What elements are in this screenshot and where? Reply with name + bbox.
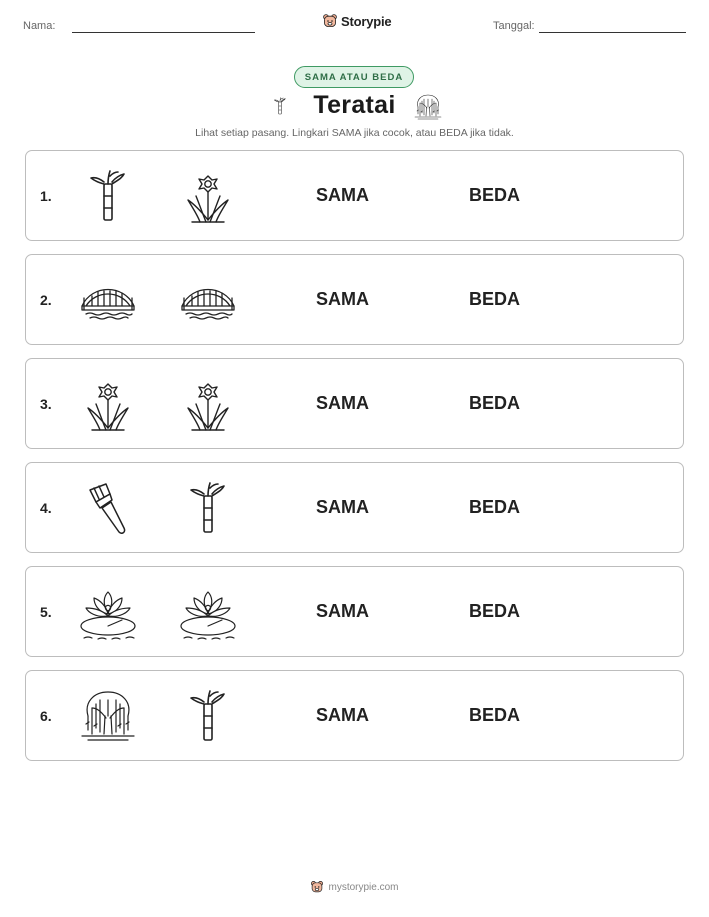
beda-option[interactable]: BEDA [469,497,521,517]
daffodil-icon [178,374,238,434]
beda-option[interactable]: BEDA [469,185,521,205]
name-field[interactable] [72,32,255,33]
sama-option[interactable]: SAMA [316,393,369,413]
bridge-icon [178,270,238,330]
daffodil-icon [178,166,238,226]
willow-tree-icon [413,92,443,122]
instructions: Lihat setiap pasang. Lingkari SAMA jika cocok, atau BEDA jika tidak. [195,127,514,139]
paintbrush-icon [78,478,138,538]
question-row-6 [25,670,684,761]
bamboo-icon [78,166,138,226]
question-number: 1. [40,188,52,204]
bear-icon [310,880,324,894]
footer-url[interactable]: mystorypie.com [328,881,399,893]
sama-option[interactable]: SAMA [316,705,369,725]
brand-name: Storypie [341,13,392,29]
question-number: 5. [40,604,52,620]
brand-logo [322,13,391,29]
question-row-2 [25,254,684,345]
date-label: Tanggal: [493,20,535,32]
lotus-icon [178,582,238,642]
sama-option[interactable]: SAMA [316,185,369,205]
bamboo-icon [178,686,238,746]
beda-option[interactable]: BEDA [469,393,521,413]
beda-option[interactable]: BEDA [469,289,521,309]
footer [0,880,709,894]
name-label: Nama: [23,20,56,32]
sama-option[interactable]: SAMA [316,289,369,309]
sama-option[interactable]: SAMA [316,601,369,621]
question-row-4 [25,462,684,553]
sama-option[interactable]: SAMA [316,497,369,517]
activity-badge: SAMA ATAU BEDA [294,66,414,88]
bear-icon [322,13,338,29]
daffodil-icon [78,374,138,434]
question-row-5 [25,566,684,657]
question-number: 6. [40,708,52,724]
question-row-1 [25,150,684,241]
bridge-icon [78,270,138,330]
question-number: 4. [40,500,52,516]
question-number: 3. [40,396,52,412]
lotus-icon [78,582,138,642]
date-field[interactable] [539,32,686,33]
beda-option[interactable]: BEDA [469,601,521,621]
page-title: Teratai [313,91,396,119]
bamboo-icon [178,478,238,538]
willow-tree-icon [78,686,138,746]
question-number: 2. [40,292,52,308]
question-row-3 [25,358,684,449]
beda-option[interactable]: BEDA [469,705,521,725]
